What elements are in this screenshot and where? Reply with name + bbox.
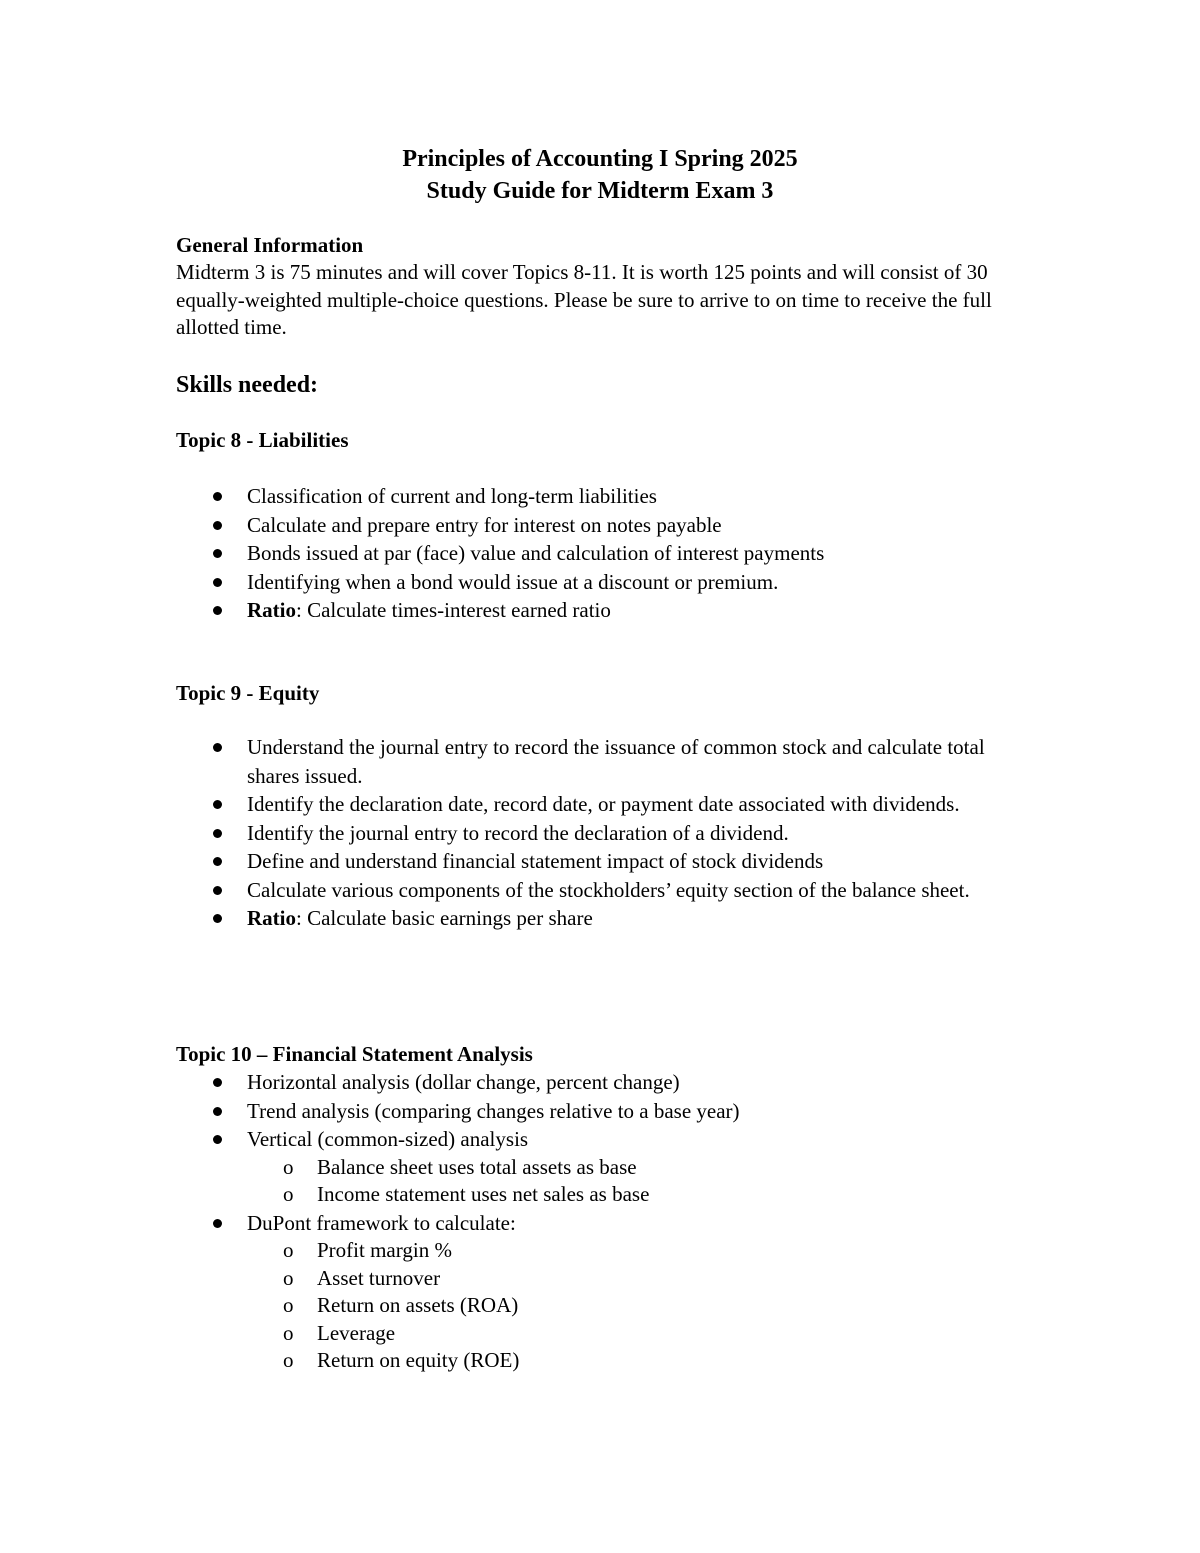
sub-list-item: o Balance sheet uses total assets as base	[247, 1154, 1007, 1182]
circle-bullet-icon: o	[283, 1182, 294, 1206]
circle-bullet-icon: o	[283, 1265, 294, 1290]
bullet-icon	[213, 1219, 222, 1228]
list-item: DuPont framework to calculate: o Profit margin % o Asset turnover o Return on assets (ROA) o Leverage o Return on equity (ROE)	[0, 1209, 1007, 1375]
bullet-icon	[213, 800, 222, 809]
list-item: Calculate and prepare entry for interest on notes payable	[0, 511, 1007, 540]
bullet-icon	[213, 521, 222, 530]
list-item: Ratio: Calculate times-interest earned ratio	[0, 596, 1007, 625]
circle-bullet-icon: o	[283, 1238, 294, 1262]
bullet-icon	[213, 886, 222, 895]
bullet-icon	[213, 743, 222, 752]
circle-bullet-icon: o	[283, 1320, 294, 1345]
topic-10-heading: Topic 10 – Financial Statement Analysis	[176, 1042, 533, 1066]
bullet-icon	[213, 1135, 222, 1144]
topic-9-heading: Topic 9 - Equity	[176, 681, 320, 705]
topic-8-heading: Topic 8 - Liabilities	[176, 428, 349, 452]
topic-9-list	[0, 733, 1200, 933]
list-item: Vertical (common-sized) analysis o Balance sheet uses total assets as base o Income statement uses net sales as base	[0, 1125, 1007, 1209]
bullet-icon	[213, 1078, 222, 1087]
list-item: Trend analysis (comparing changes relative to a base year)	[0, 1097, 1007, 1126]
list-item: Classification of current and long-term liabilities	[0, 482, 1007, 511]
bullet-icon	[213, 1107, 222, 1116]
sub-list	[247, 1154, 1007, 1209]
sub-list-item: o Profit margin %	[247, 1237, 1007, 1265]
sub-list	[247, 1237, 1007, 1375]
circle-bullet-icon: o	[283, 1293, 294, 1317]
sub-list-item: o Asset turnover	[247, 1265, 1007, 1293]
bullet-icon	[213, 549, 222, 558]
topic-8-list	[0, 482, 1200, 625]
list-item: Identifying when a bond would issue at a discount or premium.	[0, 568, 1007, 597]
ratio-label: Ratio	[247, 906, 296, 930]
list-item: Ratio: Calculate basic earnings per share	[0, 904, 1007, 933]
sub-list-item: o Return on equity (ROE)	[247, 1347, 1007, 1375]
circle-bullet-icon: o	[283, 1154, 294, 1179]
list-item: Bonds issued at par (face) value and calculation of interest payments	[0, 539, 1007, 568]
list-item: Identify the declaration date, record date, or payment date associated with dividends.	[0, 790, 1007, 819]
list-item: Define and understand financial statement impact of stock dividends	[0, 847, 1007, 876]
list-item: Identify the journal entry to record the declaration of a dividend.	[0, 819, 1007, 848]
bullet-icon	[213, 606, 222, 615]
ratio-label: Ratio	[247, 598, 296, 622]
bullet-icon	[213, 492, 222, 501]
topic-10-list	[0, 1068, 1200, 1375]
list-item: Calculate various components of the stockholders’ equity section of the balance sheet.	[0, 876, 1007, 905]
sub-list-item: o Return on assets (ROA)	[247, 1292, 1007, 1320]
sub-list-item: o Income statement uses net sales as base	[247, 1181, 1007, 1209]
general-information-heading: General Information	[176, 233, 364, 257]
general-information-text: Midterm 3 is 75 minutes and will cover Topics 8-11. It is worth 125 points and will consist of 30 equally-weighted multiple-choice questions. Please be sure to arrive to on time to receive the full allotted time.	[176, 260, 992, 339]
bullet-icon	[213, 578, 222, 587]
sub-list-item: o Leverage	[247, 1320, 1007, 1348]
bullet-icon	[213, 914, 222, 923]
bullet-icon	[213, 857, 222, 866]
skills-heading: Skills needed:	[176, 372, 319, 398]
document-subtitle: Study Guide for Midterm Exam 3	[426, 178, 774, 204]
circle-bullet-icon: o	[283, 1348, 294, 1372]
bullet-icon	[213, 829, 222, 838]
document-title: Principles of Accounting I Spring 2025	[402, 146, 798, 172]
list-item: Horizontal analysis (dollar change, percent change)	[0, 1068, 1007, 1097]
list-item: Understand the journal entry to record the issuance of common stock and calculate total shares issued.	[0, 733, 1007, 790]
